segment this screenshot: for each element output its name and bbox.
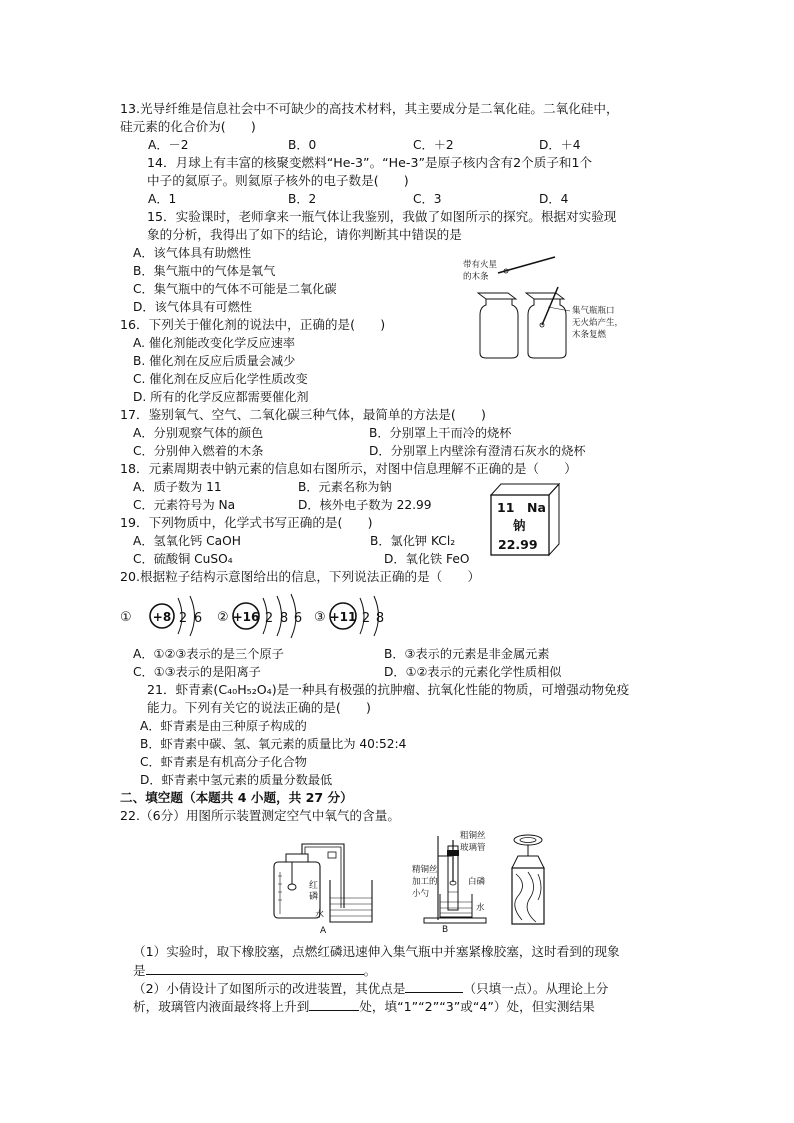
q17-stem: 17．鉴别氧气、空气、二氧化碳三种气体，最简单的方法是( ) [120,407,486,422]
label-red-phosphorus-1: 红 [309,881,319,891]
q18-option-c: C．元素符号为 Na [133,498,236,512]
atom-3-mark: ③ [314,610,326,625]
q18-option-a: A．质子数为 11 [133,480,222,494]
q22-part3-line [133,997,595,1016]
q22-part3-text-b: 处，填“1”“2”“3”或“4”）处，但实测结果 [359,999,595,1014]
q14-option-a: A．1 [148,192,177,206]
q21-option-b: B．虾青素中碳、氢、氧元素的质量比为 40:52:4 [140,737,407,751]
label-fine-copper-1: 精铜丝 [412,865,438,875]
q13-option-d: D．＋4 [539,138,581,152]
q22-part2-text-a: （2）小倩设计了如图所示的改进装置，其优点是 [133,981,406,996]
q15-stem-line2: 象的分析，我得出了如下的结论，请你判断其中错误的是 [147,227,462,242]
q22-part1-period: 。 [363,963,377,978]
q15-gas-jar-figure [460,255,630,365]
label-coarse-copper-wire: 粗铜丝 [460,831,486,841]
q22-part1-line2 [133,961,376,980]
q22-part3-text-a: 析，玻璃管内液面最终将上升到 [133,999,310,1014]
q13-option-a: A．－2 [148,138,189,152]
element-symbol: Na [527,500,546,515]
q22-part2-answer-blank[interactable] [405,979,463,993]
q22-part3-answer-blank[interactable] [309,997,359,1011]
label-glass-tube: 玻璃管 [460,843,486,853]
label-fine-copper-3: 小勺 [412,889,430,899]
atom-1-mark: ① [120,610,132,625]
q13-option-b: B．0 [288,138,317,152]
q14-stem-line2: 中子的氦原子。则氦原子核外的电子数是( ) [147,173,409,188]
q22-stem: 22.（6分）用图所示装置测定空气中氧气的含量。 [120,808,400,823]
q14-option-c: C．3 [413,192,442,206]
q14-option-d: D．4 [539,192,569,206]
q19-option-a: A．氢氧化钙 CaOH [133,534,241,548]
q17-option-b: B．分别罩上干而冷的烧杯 [369,426,512,440]
q13-stem-line1: 13.光导纤维是信息社会中不可缺少的高技术材料，其主要成分是二氧化硅。二氧化硅中， [120,101,619,116]
q13-option-c: C．＋2 [413,138,454,152]
label-red-phosphorus-2: 磷 [309,892,319,902]
q20-option-a: A．①②③表示的是三个原子 [133,647,284,661]
atom-1-nucleus: +8 [152,610,172,624]
atom-1-shell-1: 2 [178,611,188,626]
q21-stem-line1: 21．虾青素(C₄₀H₅₂O₄)是一种具有极强的抗肿瘤、抗氧化性能的物质，可增强动物免疫 [147,682,630,697]
q15-fig-label-1: 带有火星 [463,260,498,270]
figure-b-caption: B [442,925,449,934]
q19-option-c: C．硫酸铜 CuSO₄ [133,552,233,566]
atom-2-nucleus: +16 [232,610,260,624]
element-atomic-number: 11 [497,500,515,515]
q15-option-c: C．集气瓶中的气体不可能是二氧化碳 [133,282,337,296]
q21-option-c: C．虾青素是有机高分子化合物 [140,755,307,769]
q15-fig-label-2: 的木条 [463,272,489,282]
atom-2-shell-2: 8 [279,611,289,626]
q13-stem-line2: 硅元素的化合价为( ) [120,119,256,134]
q15-option-a: A．该气体具有助燃性 [133,246,252,260]
q17-option-c: C．分别伸入燃着的木条 [133,444,264,458]
q20-option-d: D．①②表示的元素化学性质相似 [384,665,562,679]
q20-option-c: C．①③表示的是阳离子 [133,665,261,679]
section-2-heading: 二、填空题（本题共 4 小题，共 27 分） [120,790,353,805]
q15-fig-note-2: 无火焰产生， [572,318,624,328]
q16-option-d: D. 所有的化学反应都需要催化剂 [133,390,309,404]
q20-option-b: B．③表示的元素是非金属元素 [384,647,550,661]
q22-part1-line1: （1）实验时，取下橡胶塞，点燃红磷迅速伸入集气瓶中并塞紧橡胶塞，这时看到的现象 [133,944,620,959]
q16-stem: 16．下列关于催化剂的说法中，正确的是( ) [120,317,386,332]
q20-stem: 20.根据粒子结构示意图给出的信息，下列说法正确的是（ ） [120,569,481,584]
q17-option-a: A．分别观察气体的颜色 [133,426,264,440]
element-name: 钠 [513,518,526,533]
apparatus-figure-a [268,838,388,934]
q22-part2-line1 [133,979,608,998]
q17-option-d: D．分别罩上内壁涂有澄清石灰水的烧杯 [369,444,586,458]
q21-stem-line2: 能力。下列有关它的说法正确的是( ) [147,700,371,715]
atom-3-shell-1: 2 [361,611,371,626]
q15-option-b: B．集气瓶中的气体是氧气 [133,264,276,278]
q22-part1-prefix: 是 [133,963,146,978]
figure-a-caption: A [320,926,327,934]
atom-2-mark: ② [217,610,229,625]
q15-stem-line1: 15．实验课时，老师拿来一瓶气体让我鉴别，我做了如图所示的探究。根据对实验现 [147,209,617,224]
label-water-a: 水 [315,910,325,920]
q19-option-b: B．氯化钾 KCl₂ [370,534,456,548]
q19-option-d: D．氧化铁 FeO [384,552,470,566]
q22-part2-text-b: （只填一点）。从理论上分 [463,981,609,996]
label-white-phosphorus: 白磷 [468,877,486,887]
q16-option-b: B. 催化剂在反应后质量会减少 [133,354,296,368]
apparatus-figure-b [410,826,555,934]
particle-structure-diagrams [120,592,410,642]
q21-option-a: A．虾青素是由三种原子构成的 [140,719,307,733]
atom-2-shell-1: 2 [264,611,274,626]
atom-1-shell-2: 6 [193,611,203,626]
q19-stem: 19．下列物质中，化学式书写正确的是( ) [120,515,373,530]
label-water-b: 水 [476,903,485,913]
q18-option-b: B．元素名称为钠 [298,480,392,494]
element-atomic-mass: 22.99 [498,537,538,552]
sodium-element-box [489,481,561,559]
q15-fig-note-1: 集气瓶瓶口 [572,306,615,316]
q16-option-a: A. 催化剂能改变化学反应速率 [133,336,296,350]
q21-option-d: D．虾青素中氢元素的质量分数最低 [140,773,333,787]
q15-option-d: D．该气体具有可燃性 [133,300,253,314]
atom-3-shell-2: 8 [375,611,385,626]
q16-option-c: C. 催化剂在反应后化学性质改变 [133,372,308,386]
atom-2-shell-3: 6 [293,611,303,626]
q18-option-d: D．核外电子数为 22.99 [298,498,432,512]
q18-stem: 18．元素周期表中钠元素的信息如右图所示，对图中信息理解不正确的是（ ） [120,461,577,476]
q15-fig-note-3: 木条复燃 [572,330,607,340]
q14-option-b: B．2 [288,192,317,206]
atom-3-nucleus: +11 [329,610,357,624]
label-fine-copper-2: 加工的 [412,877,438,887]
q14-stem-line1: 14．月球上有丰富的核聚变燃料“He-3”。“He-3”是原子核内含有2个质子和1个 [147,155,593,170]
q22-part1-answer-blank[interactable] [146,961,364,975]
